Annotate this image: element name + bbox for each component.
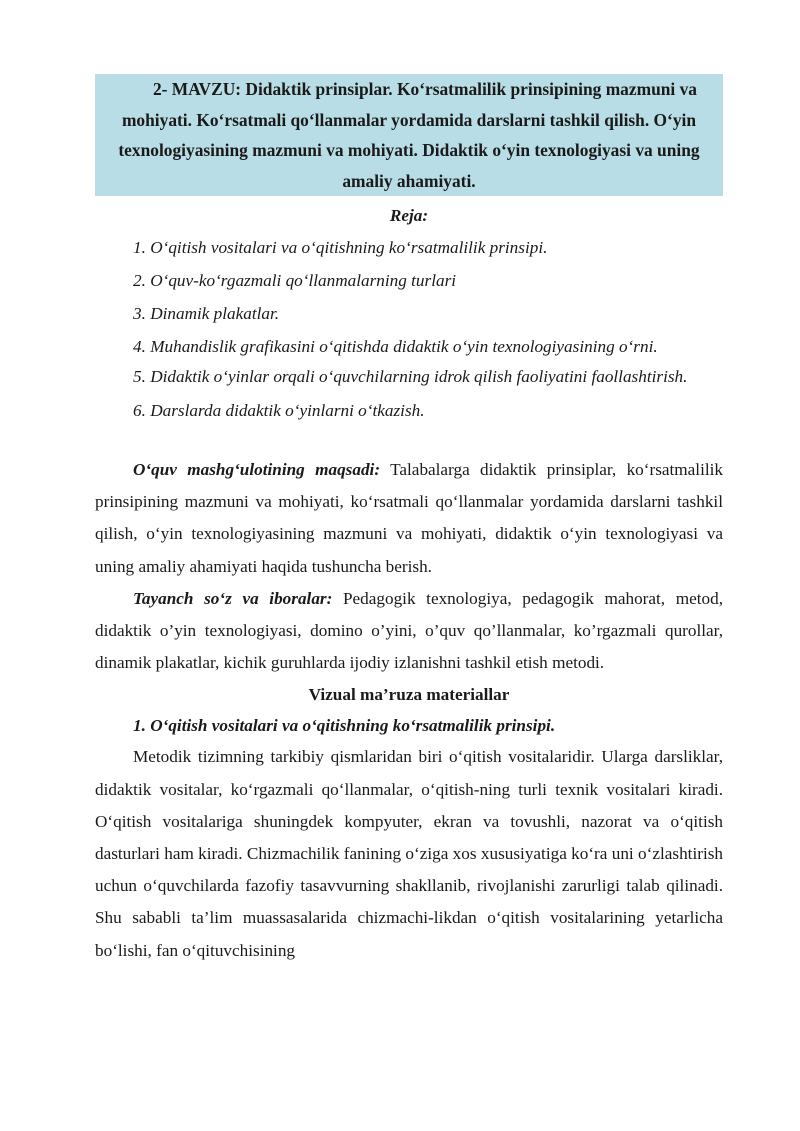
keywords-label: Tayanch so‘z va iboralar: [133, 588, 333, 608]
goal-text: Talabalarga didaktik prinsiplar, ko‘rsatmalilik prinsipining mazmuni va mohiyati, ko‘rsatmali qo‘llanmalar yordamida darslarni tashkil qilish, o‘yin texnologiyasining mazmuni va mohiyati, didaktik o‘yin texnologiyasi va uning amaliy ahamiyati haqida tushuncha berish. [95, 460, 723, 576]
plan-list [95, 231, 723, 427]
subheading: 1. O‘qitish vositalari va o‘qitishning ko‘rsatmalilik prinsipi. [133, 716, 556, 736]
plan-item: 4. Muhandislik grafikasini o‘qitishda didaktik o‘yin texnologiyasining o‘rni. [133, 337, 658, 356]
plan-item: 2. O‘quv-ko‘rgazmali qo‘llanmalarning turlari [133, 271, 457, 290]
goal-label: O‘quv mashg‘ulotining maqsadi: [133, 460, 381, 479]
section-title: Vizual ma’ruza materiallar [308, 685, 510, 705]
topic-title: 2- MAVZU: Didaktik prinsiplar. Ko‘rsatmalilik prinsipining mazmuni va mohiyati. Ko‘rsatmali qo‘llanmalar yordamida darslarni tashkil qilish. O‘yin texnologiyasining mazmuni va mohiyati. Didaktik o‘yin texnologiyasi va uning amaliy ahamiyati. [95, 74, 723, 196]
plan-heading: Reja: [389, 206, 429, 225]
document-page [95, 74, 723, 967]
plan-item: 6. Darslarda didaktik o‘yinlarni o‘tkazish. [133, 401, 425, 420]
keywords-paragraph [95, 583, 723, 680]
plan-item: 1. O‘qitish vositalari va o‘qitishning ko‘rsatmalilik prinsipi. [133, 238, 548, 257]
spacer [95, 427, 723, 454]
plan-item: 5. Didaktik o‘yinlar orqali o‘quvchilarning idrok qilish faoliyatini faollashtirish. [133, 367, 688, 386]
keywords-text: Pedagogik texnologiya, pedagogik mahorat, metod, didaktik o’yin texnologiyasi, domino o’yini, o’quv qo’llanmalar, ko’rgazmali qurollar, dinamik plakatlar, kichik guruhlarda ijodiy izlanishni tashkil etish metodi. [95, 588, 723, 673]
body-paragraph: Metodik tizimning tarkibiy qismlaridan biri o‘qitish vositalaridir. Ularga darsliklar, didaktik vositalar, ko‘rgazmali qo‘llanmalar, o‘qitish-ning turli texnik vositalari kiradi. O‘qitish vositalariga shuningdek kompyuter, ekran va tovushli, nazorat va o‘qitish dasturlari ham kiradi. Chizmachilik fanining o‘ziga xos xususiyatiga ko‘ra uni o‘zlashtirish uchun o‘quvchilarda fazofiy tasavvurning shakllanib, rivojlanishi zarurligi talab qilinadi. Shu sababli ta’lim muassasalarida chizmachi-likdan o‘qitish vositalarining yetarlicha bo‘lishi, fan o‘qituvchisining [95, 747, 723, 960]
plan-item: 3. Dinamik plakatlar. [133, 304, 280, 323]
goal-paragraph [95, 454, 723, 583]
